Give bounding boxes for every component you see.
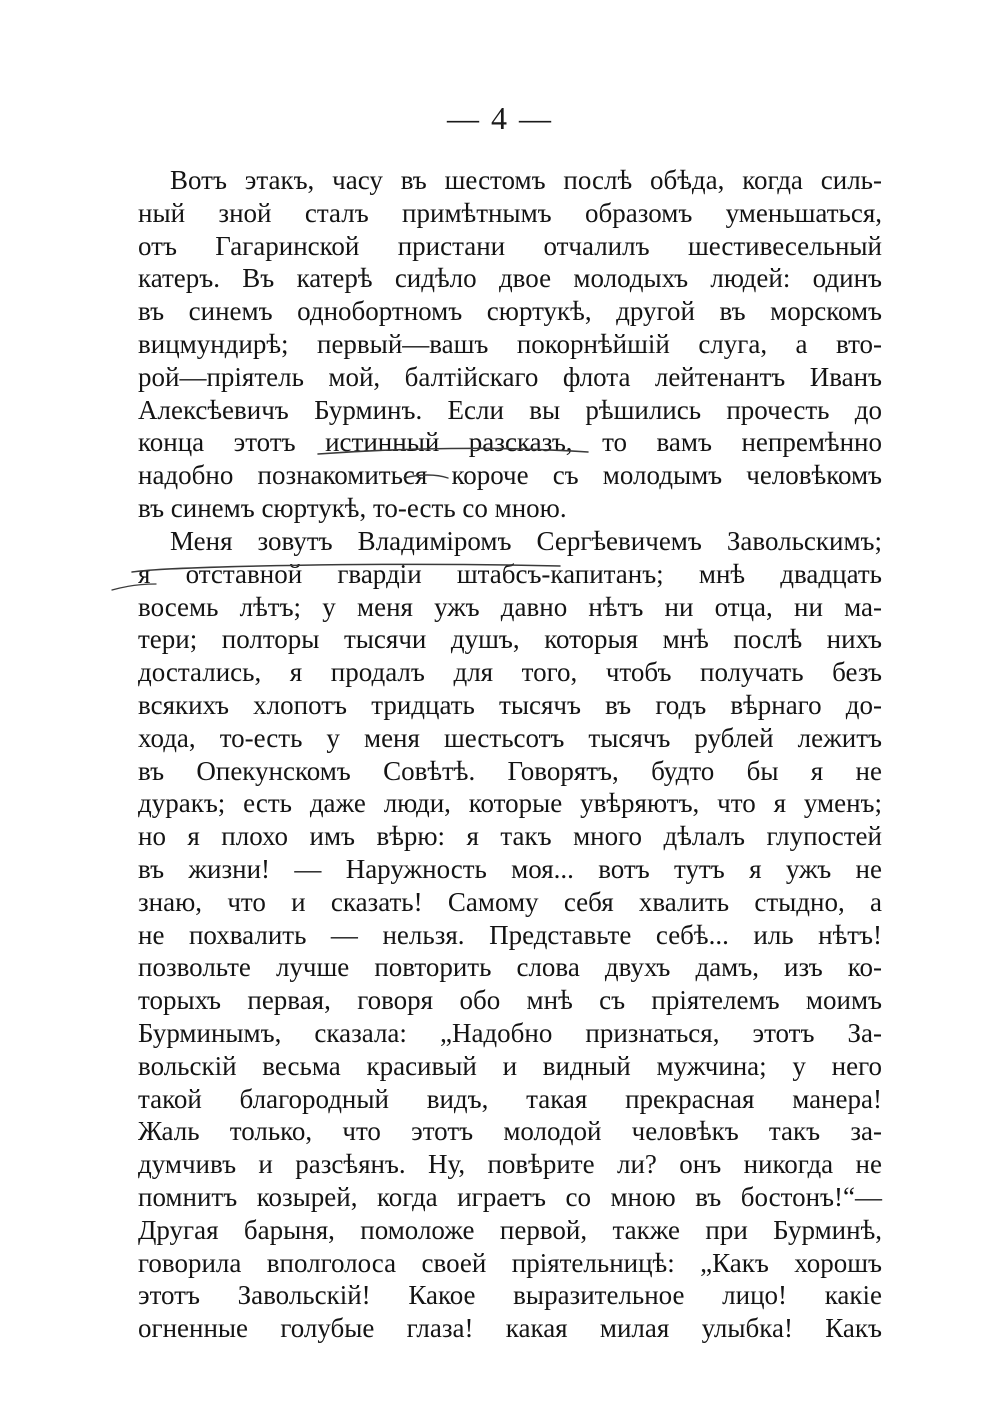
text-line: въ жизни! — Наружность моя... вотъ тутъ я ужъ не <box>138 853 882 884</box>
text-line: огненные голубые глаза! какая милая улыбка! Какъ <box>138 1313 882 1344</box>
text-line: отъ Гагаринской пристани отчалилъ шестивесельный <box>138 230 882 261</box>
text-line: въ Опекунскомъ Совѣтѣ. Говорятъ, будто бы я не <box>138 755 882 786</box>
text-line: надобно познакомиться короче съ молодымъ человѣкомъ <box>138 460 882 491</box>
text-line: думчивъ и разсѣянъ. Ну, повѣрите ли? онъ никогда не <box>138 1149 882 1180</box>
text-line: этотъ Завольскій! Какое выразительное лицо! какіе <box>138 1280 882 1311</box>
text-line: въ синемъ сюртукѣ, то-есть со мною. <box>138 492 567 523</box>
text-line: торыхъ первая, говоря обо мнѣ съ пріятелемъ моимъ <box>138 985 882 1016</box>
text-line: Вотъ этакъ, часу въ шестомъ послѣ обѣда, когда силь- <box>170 165 882 195</box>
text-line: достались, я продалъ для того, чтобъ получать безъ <box>138 657 882 688</box>
paragraph-1 <box>138 164 882 525</box>
paragraph-2 <box>138 525 882 1345</box>
text-line: Бурминымъ, сказала: „Надобно признаться, этотъ За- <box>138 1017 882 1048</box>
text-line: говорила вполголоса своей пріятельницѣ: „Какъ хорошъ <box>138 1247 882 1278</box>
text-line: ный зной сталъ примѣтнымъ образомъ уменьшаться, <box>138 197 882 228</box>
text-line: Другая барыня, помоложе первой, также при Бурминѣ, <box>138 1214 882 1245</box>
text-line: рой—пріятель мой, балтійскаго флота лейтенантъ Иванъ <box>138 361 882 392</box>
text-line: восемь лѣтъ; у меня ужъ давно нѣтъ ни отца, ни ма- <box>138 591 882 622</box>
text-line: Жаль только, что этотъ молодой человѣкъ такъ за- <box>138 1116 882 1147</box>
text-line: помнитъ козырей, когда играетъ со мною въ бостонъ!“— <box>138 1181 882 1212</box>
text-line: въ синемъ однобортномъ сюртукѣ, другой въ морскомъ <box>138 296 882 327</box>
text-line: всякихъ хлопотъ тридцать тысячъ въ годъ вѣрнаго до- <box>138 689 882 720</box>
text-line: дуракъ; есть даже люди, которые увѣряютъ, что я уменъ; <box>138 788 882 819</box>
text-line: но я плохо имъ вѣрю: я такъ много дѣлалъ глупостей <box>138 821 882 852</box>
page-number: — 4 — <box>447 100 553 136</box>
text-line: я отставной гвардіи штабсъ-капитанъ; мнѣ двадцать <box>138 558 882 589</box>
text-line: позвольте лучше повторить слова двухъ дамъ, изъ ко- <box>138 952 882 983</box>
text-line: тери; полторы тысячи душъ, которыя мнѣ послѣ нихъ <box>138 624 882 655</box>
text-line: знаю, что и сказать! Самому себя хвалить стыдно, а <box>138 886 882 917</box>
text-line: такой благородный видъ, такая прекрасная манера! <box>138 1083 882 1114</box>
text-line: конца этотъ истинный разсказъ, то вамъ непремѣнно <box>138 427 882 458</box>
text-line: вицмундирѣ; первый—вашъ покорнѣйшій слуга, а вто- <box>138 328 882 359</box>
text-line: вольскій весьма красивый и видный мужчина; у него <box>138 1050 882 1081</box>
text-line: хода, то-есть у меня шестьсотъ тысячъ рублей лежитъ <box>138 722 882 753</box>
text-line: Меня зовутъ Владиміромъ Сергѣевичемъ Завольскимъ; <box>170 526 882 556</box>
text-line: Алексѣевичъ Бурминъ. Если вы рѣшились прочесть до <box>138 394 882 425</box>
text-line: не похвалить — нельзя. Представьте себѣ... иль нѣтъ! <box>138 919 882 950</box>
text-line: катеръ. Въ катерѣ сидѣло двое молодыхъ людей: одинъ <box>138 263 882 294</box>
